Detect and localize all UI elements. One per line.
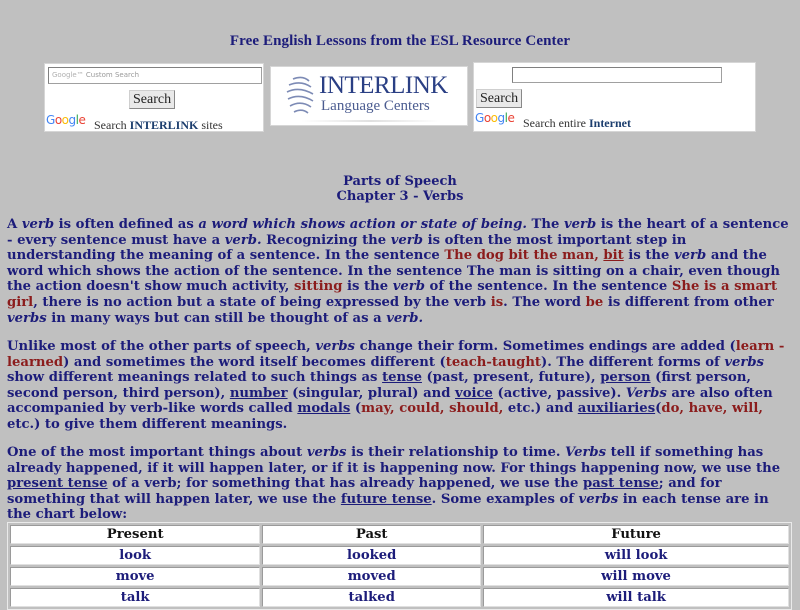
body-text: etc.) and bbox=[503, 401, 578, 417]
body-text: is often the most important step in understanding the meaning of a sentence. In the sentence bbox=[7, 232, 687, 264]
emphasis-text: verb bbox=[563, 217, 597, 232]
emphasis-text: Verbs bbox=[565, 445, 607, 460]
present-cell: look bbox=[10, 546, 260, 565]
web-search-panel bbox=[473, 62, 756, 132]
paragraph-verb-tenses bbox=[7, 445, 797, 523]
glossary-link[interactable]: past tense bbox=[582, 476, 659, 492]
past-cell: talked bbox=[262, 588, 481, 607]
glossary-link[interactable]: auxiliaries bbox=[577, 401, 656, 417]
body-text: is their relationship to time. bbox=[346, 445, 566, 460]
present-cell: move bbox=[10, 567, 260, 586]
emphasis-text: verb. bbox=[224, 232, 262, 248]
paragraph-verb-forms bbox=[7, 339, 797, 433]
body-text: is often defined as bbox=[54, 217, 199, 232]
web-search-input[interactable] bbox=[512, 67, 722, 83]
custom-search-input[interactable] bbox=[48, 67, 262, 84]
body-text: in many ways but can still be thought of as a bbox=[46, 310, 387, 326]
body-text: ( bbox=[655, 401, 662, 417]
body-text: are also often accompanied by verb-like words called bbox=[7, 385, 773, 417]
body-text: is the heart of a sentence - every sentence must have a bbox=[7, 217, 789, 248]
logo-sub-text: Language Centers bbox=[321, 98, 430, 114]
search-placeholder: Custom Search bbox=[85, 71, 140, 79]
body-text: change their form. Sometimes endings are added ( bbox=[354, 339, 736, 354]
body-text: of the sentence. In the sentence bbox=[424, 279, 672, 295]
site-search-button[interactable]: Search bbox=[129, 90, 175, 109]
body-text: ). The different forms of bbox=[541, 354, 725, 370]
example-text: The dog bit the man, bbox=[444, 248, 599, 264]
example-text: teach-taught bbox=[445, 354, 541, 370]
google-logo-icon: Google bbox=[475, 111, 515, 125]
body-text: (singular, plural) and bbox=[287, 385, 456, 401]
body-text: ) and sometimes the word itself becomes different ( bbox=[63, 354, 446, 370]
body-text: is different from other bbox=[603, 294, 774, 310]
example-text: is bbox=[490, 294, 504, 310]
glossary-link[interactable]: modals bbox=[297, 401, 351, 417]
glossary-link[interactable]: number bbox=[229, 385, 288, 401]
emphasis-text: verbs bbox=[315, 339, 355, 354]
logo-main-text: INTERLINK bbox=[319, 72, 448, 99]
body-text: , there is no action but a state of being expressed by the verb bbox=[33, 294, 491, 310]
body-text: in each tense are in the chart below: bbox=[7, 491, 769, 523]
emphasis-text: verb bbox=[674, 248, 707, 264]
google-watermark: Google™ bbox=[52, 71, 86, 79]
waves-logo-icon bbox=[285, 75, 319, 115]
example-text: She is a smart girl bbox=[7, 279, 778, 310]
site-title: Free English Lessons from the ESL Resource Center bbox=[229, 33, 571, 49]
future-cell: will look bbox=[483, 546, 789, 565]
emphasis-text: verbs bbox=[578, 491, 619, 507]
body-text: Recognizing the bbox=[261, 232, 391, 248]
present-cell: talk bbox=[10, 588, 260, 607]
body-text: and the word which shows the action of the sentence. In the sentence The man is sitting on a chair, even though the action doesn't show much activity, bbox=[7, 248, 780, 295]
table-row bbox=[10, 588, 789, 607]
emphasis-text: verbs bbox=[7, 310, 47, 326]
example-text: be bbox=[585, 294, 604, 310]
glossary-link[interactable]: bit bbox=[603, 248, 624, 264]
future-cell: will talk bbox=[483, 588, 789, 607]
example-text: sitting bbox=[293, 279, 343, 295]
body-text: show different meanings related to such things as bbox=[7, 370, 383, 386]
emphasis-text: verb bbox=[21, 217, 55, 232]
body-text: tell if something has already happened, if it will happen later, or if it is happening now. For things happening now, we use the bbox=[7, 445, 781, 476]
glossary-link[interactable]: future tense bbox=[340, 491, 432, 507]
future-cell: will move bbox=[483, 567, 789, 586]
example-text: do, have, will, bbox=[661, 401, 763, 417]
body-text: is the bbox=[342, 279, 393, 295]
glossary-link[interactable]: tense bbox=[382, 370, 422, 386]
glossary-link[interactable]: person bbox=[600, 370, 651, 386]
page-title: Parts of Speech bbox=[343, 174, 457, 189]
glossary-link[interactable]: present tense bbox=[7, 476, 108, 492]
column-header-present: Present bbox=[10, 525, 260, 544]
body-text: (first person, second person, third person), bbox=[7, 370, 752, 401]
paragraph-verb-definition bbox=[7, 217, 797, 326]
table-header-row bbox=[10, 525, 789, 544]
web-search-button[interactable]: Search bbox=[476, 89, 522, 108]
site-search-panel bbox=[44, 63, 264, 132]
body-text: (active, passive). bbox=[492, 385, 626, 401]
tense-table bbox=[7, 522, 792, 610]
web-search-caption: Search entire Internet bbox=[523, 116, 631, 130]
glossary-link[interactable]: voice bbox=[455, 385, 493, 401]
interlink-logo[interactable] bbox=[270, 66, 468, 126]
body-text: One of the most important things about bbox=[7, 445, 307, 460]
past-cell: moved bbox=[262, 567, 481, 586]
example-text: may, could, should, bbox=[361, 401, 504, 417]
emphasis-text: verb. bbox=[386, 310, 424, 326]
emphasis-text: a word which shows action or state of being. bbox=[198, 217, 527, 232]
column-header-past: Past bbox=[262, 525, 481, 544]
table-row bbox=[10, 546, 789, 565]
emphasis-text: verb bbox=[390, 232, 423, 248]
body-text: (past, present, future), bbox=[421, 370, 601, 386]
google-logo-icon: Google bbox=[46, 113, 86, 127]
emphasis-text: verbs bbox=[306, 445, 347, 460]
body-text: The bbox=[526, 217, 564, 232]
body-text: of a verb; for something that has already happened, we use the bbox=[107, 476, 583, 492]
body-text: etc.) to give them different meanings. bbox=[7, 416, 288, 432]
body-text: ; and for something that will happen later, we use the bbox=[7, 476, 722, 507]
body-text: is the bbox=[623, 248, 674, 264]
emphasis-text: verbs bbox=[724, 354, 764, 370]
example-text: learn - learned bbox=[7, 339, 785, 370]
logo-divider bbox=[301, 120, 441, 122]
emphasis-text: verb bbox=[392, 279, 425, 295]
site-search-caption: Search INTERLINK sites bbox=[94, 118, 223, 132]
past-cell: looked bbox=[262, 546, 481, 565]
column-header-future: Future bbox=[483, 525, 789, 544]
body-text: Unlike most of the other parts of speech, bbox=[7, 339, 316, 354]
body-text: . Some examples of bbox=[431, 491, 579, 507]
chapter-title: Chapter 3 - Verbs bbox=[336, 189, 464, 204]
body-text: A bbox=[7, 217, 22, 232]
emphasis-text: Verbs bbox=[625, 385, 667, 401]
body-text: ( bbox=[350, 401, 362, 417]
table-row bbox=[10, 567, 789, 586]
body-text: . The word bbox=[503, 294, 586, 310]
